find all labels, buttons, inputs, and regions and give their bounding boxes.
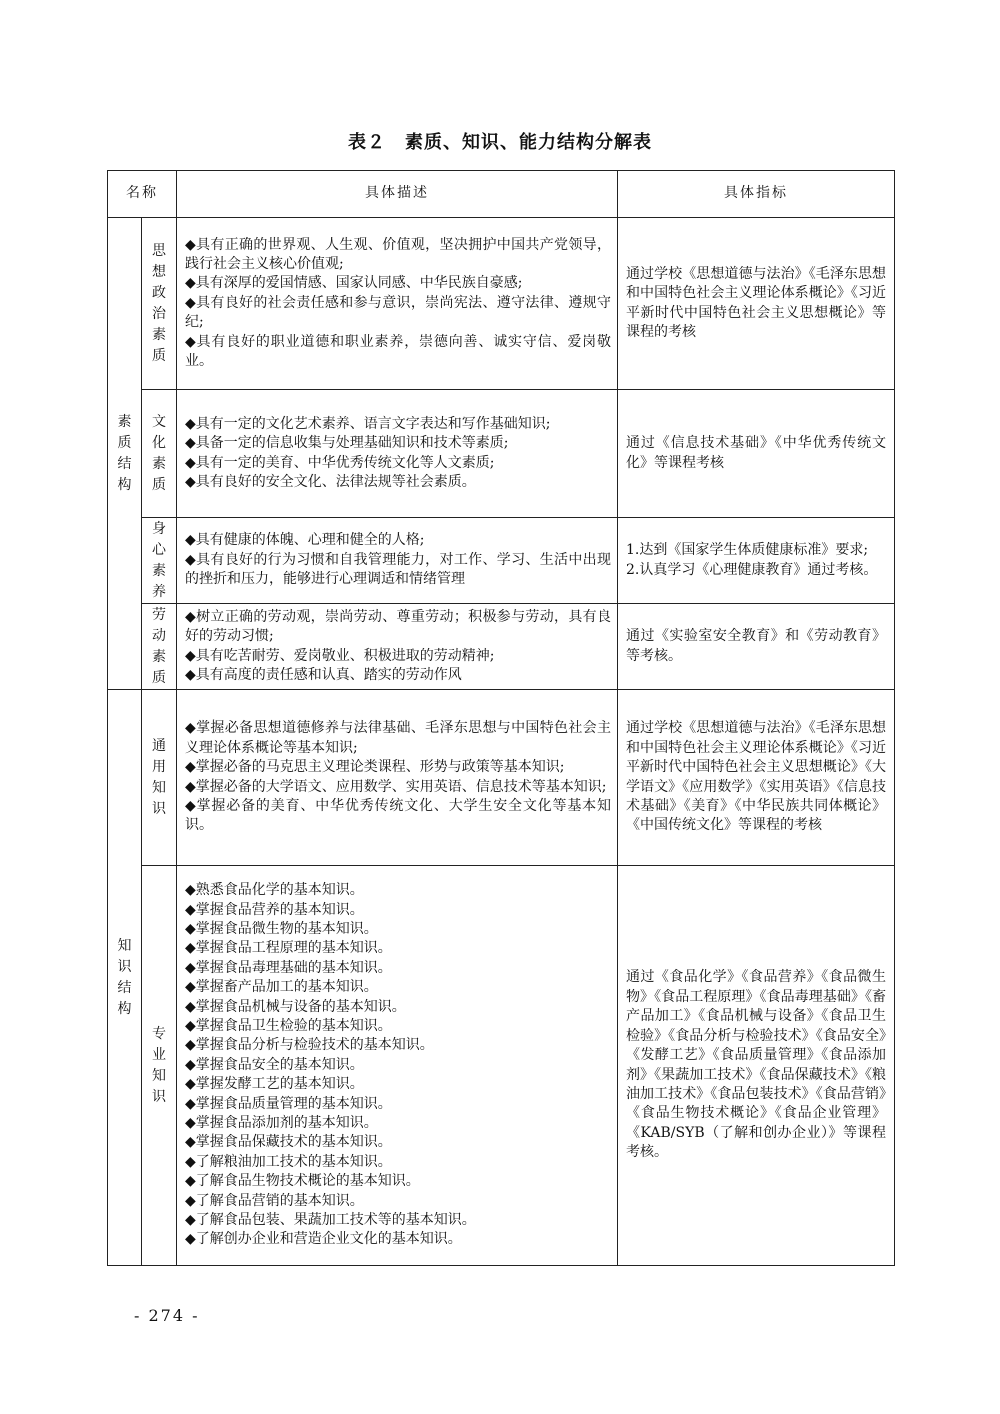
- indicator-item: 通过学校《思想道德与法治》《毛泽东思想和中国特色社会主义理论体系概论》《习近平新时代中国特色社会主义思想概论》《大学语文》《应用数学》《实用英语》《信息技术基础》《美育》《中华民族共同体概论》《中国传统文化》等课程的考核: [626, 720, 886, 834]
- subcategory-cell: [142, 866, 177, 1266]
- description-item: ◆掌握食品添加剂的基本知识。: [185, 1115, 378, 1132]
- description-item: ◆具备一定的信息收集与处理基础知识和技术等素质;: [185, 435, 509, 452]
- subcategory-label: 专业知识: [152, 1025, 166, 1105]
- description-item: ◆掌握食品保藏技术的基本知识。: [185, 1134, 392, 1151]
- indicator-item: 通过学校《思想道德与法治》《毛泽东思想和中国特色社会主义理论体系概论》《习近平新时代中国特色社会主义思想概论》等课程的考核: [626, 265, 886, 340]
- table-row: [108, 518, 895, 604]
- indicator-cell: [618, 518, 895, 604]
- description-item: ◆了解食品包装、果蔬加工技术等的基本知识。: [185, 1212, 476, 1229]
- description-item: ◆具有良好的职业道德和职业素养，崇德向善、诚实守信、爱岗敬业。: [185, 333, 611, 370]
- description-cell: [177, 218, 618, 390]
- indicator-cell: [618, 390, 895, 518]
- page-number: - 274 -: [134, 1306, 200, 1325]
- description-item: ◆具有高度的责任感和认真、踏实的劳动作风: [185, 666, 462, 683]
- subcategory-cell: [142, 690, 177, 866]
- table-row: [108, 866, 895, 1266]
- description-item: ◆掌握食品卫生检验的基本知识。: [185, 1017, 392, 1034]
- description-item: ◆掌握食品微生物的基本知识。: [185, 920, 378, 937]
- category-cell: [108, 218, 142, 690]
- description-item: ◆具有一定的文化艺术素养、语言文字表达和写作基础知识;: [185, 415, 551, 432]
- description-item: ◆具有一定的美育、中华优秀传统文化等人文素质;: [185, 454, 495, 471]
- header-indicator: 具体指标: [618, 171, 895, 218]
- description-item: ◆掌握食品安全的基本知识。: [185, 1056, 364, 1073]
- description-item: ◆掌握畜产品加工的基本知识。: [185, 979, 378, 996]
- description-item: ◆具有良好的行为习惯和自我管理能力，对工作、学习、生活中出现的挫折和压力，能够进行心理调适和情绪管理: [185, 551, 611, 588]
- subcategory-cell: [142, 390, 177, 518]
- description-item: ◆掌握食品营养的基本知识。: [185, 901, 364, 918]
- description-item: ◆具有正确的世界观、人生观、价值观，坚决拥护中国共产党领导，践行社会主义核心价值观;: [185, 236, 611, 272]
- table-row: [108, 604, 895, 690]
- indicator-item: 通过《食品化学》《食品营养》《食品微生物》《食品工程原理》《食品毒理基础》《畜产品加工》《食品机械与设备》《食品卫生检验》《食品分析与检验技术》《食品安全》《发酵工艺》《食品质量管理》《食品添加剂》《果蔬加工技术》《食品保藏技术》《粮油加工技术》《食品包装技术》《食品营销》《食品生物技术概论》《食品企业管理》《KAB/SYB（了解和创办企业）》等课程考核。: [626, 969, 886, 1161]
- description-cell: [177, 604, 618, 690]
- description-cell: [177, 866, 618, 1266]
- description-item: ◆掌握食品质量管理的基本知识。: [185, 1095, 392, 1112]
- indicator-cell: [618, 690, 895, 866]
- description-item: ◆掌握必备的美育、中华优秀传统文化、大学生安全文化等基本知识。: [185, 797, 611, 834]
- indicator-cell: [618, 604, 895, 690]
- description-item: ◆具有吃苦耐劳、爱岗敬业、积极进取的劳动精神;: [185, 647, 495, 664]
- description-item: ◆掌握必备的大学语文、应用数学、实用英语、信息技术等基本知识;: [185, 778, 607, 795]
- indicator-cell: [618, 218, 895, 390]
- subcategory-label: 身心素养: [152, 520, 166, 600]
- header-description: 具体描述: [177, 171, 618, 218]
- description-cell: [177, 518, 618, 604]
- description-item: ◆掌握食品机械与设备的基本知识。: [185, 998, 406, 1015]
- description-item: ◆具有良好的社会责任感和参与意识，崇尚宪法、遵守法律、遵规守纪;: [185, 294, 611, 331]
- subcategory-label: 思想政治素质: [152, 242, 166, 364]
- indicator-item: 通过《实验室安全教育》和《劳动教育》等考核。: [626, 628, 886, 664]
- description-item: ◆熟悉食品化学的基本知识。: [185, 882, 364, 899]
- description-item: ◆具有健康的体魄、心理和健全的人格;: [185, 532, 425, 549]
- table-row: [108, 690, 895, 866]
- description-cell: [177, 390, 618, 518]
- description-item: ◆掌握发酵工艺的基本知识。: [185, 1076, 364, 1093]
- subcategory-label: 通用知识: [152, 737, 166, 817]
- indicator-item: 1.达到《国家学生体质健康标准》要求;: [626, 542, 869, 559]
- description-item: ◆掌握食品分析与检验技术的基本知识。: [185, 1037, 434, 1054]
- description-item: ◆掌握食品毒理基础的基本知识。: [185, 959, 392, 976]
- description-cell: [177, 690, 618, 866]
- subcategory-label: 劳动素质: [152, 606, 166, 686]
- structure-table: [107, 170, 895, 1266]
- description-item: ◆掌握必备思想道德修养与法律基础、毛泽东思想与中国特色社会主义理论体系概论等基本知识;: [185, 720, 611, 756]
- table-row: [108, 390, 895, 518]
- description-item: ◆了解粮油加工技术的基本知识。: [185, 1153, 392, 1170]
- indicator-item: 通过《信息技术基础》《中华优秀传统文化》等课程考核: [626, 435, 886, 471]
- description-item: ◆掌握食品工程原理的基本知识。: [185, 940, 392, 957]
- indicator-item: 2.认真学习《心理健康教育》通过考核。: [626, 561, 878, 578]
- table-header-row: [108, 171, 895, 218]
- description-item: ◆掌握必备的马克思主义理论类课程、形势与政策等基本知识;: [185, 759, 565, 776]
- description-item: ◆了解食品营销的基本知识。: [185, 1192, 364, 1209]
- description-item: ◆树立正确的劳动观，崇尚劳动、尊重劳动；积极参与劳动，具有良好的劳动习惯;: [185, 608, 611, 645]
- description-item: ◆了解食品生物技术概论的基本知识。: [185, 1173, 420, 1190]
- category-label: 知识结构: [117, 937, 132, 1017]
- category-cell: [108, 690, 142, 1266]
- table-title: 表２ 素质、知识、能力结构分解表: [348, 132, 652, 153]
- table-row: [108, 218, 895, 390]
- subcategory-cell: [142, 604, 177, 690]
- description-item: ◆具有良好的安全文化、法律法规等社会素质。: [185, 473, 476, 490]
- subcategory-cell: [142, 218, 177, 390]
- subcategory-cell: [142, 518, 177, 604]
- indicator-cell: [618, 866, 895, 1266]
- header-name: 名称: [108, 171, 177, 218]
- category-label: 素质结构: [117, 413, 132, 493]
- description-item: ◆具有深厚的爱国情感、国家认同感、中华民族自豪感;: [185, 275, 523, 292]
- description-item: ◆了解创办企业和营造企业文化的基本知识。: [185, 1231, 462, 1248]
- subcategory-label: 文化素质: [152, 413, 166, 493]
